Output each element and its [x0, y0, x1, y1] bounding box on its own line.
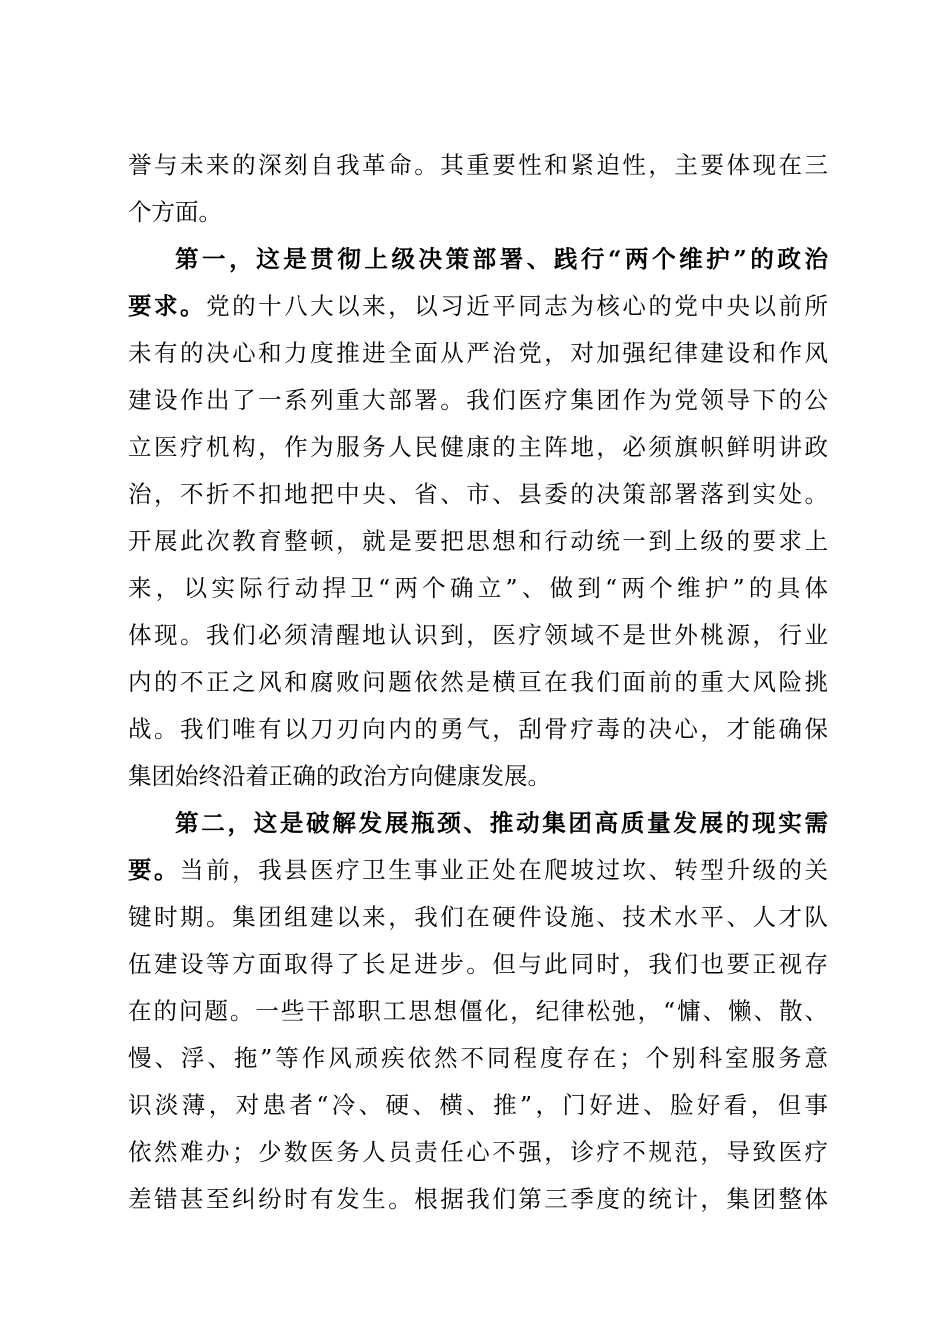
text-line: 差错甚至纠纷时有发生。根据我们第三季度的统计，集团整体 [128, 1185, 828, 1213]
paragraph-second [128, 800, 828, 1223]
text-line: 战。我们唯有以刀刃向内的勇气，刮骨疗毒的决心，才能确保 [128, 715, 828, 743]
text-line: 在的问题。一些干部职工思想僵化，纪律松弛，“慵、懒、散、 [128, 997, 828, 1025]
text-line [128, 283, 828, 330]
paragraph-heading-tail: 要求。 [128, 292, 207, 320]
document-body [128, 142, 828, 1223]
text-line: 内的不正之风和腐败问题依然是横亘在我们面前的重大风险挑 [128, 668, 828, 696]
text-segment: 党的十八大以来，以习近平同志为核心的党中央以前所 [206, 292, 828, 320]
paragraph-intro [128, 142, 828, 236]
paragraph-first [128, 236, 828, 800]
text-line: 治，不折不扣地把中央、省、市、县委的决策部署落到实处。 [128, 480, 828, 508]
text-line: 建设作出了一系列重大部署。我们医疗集团作为党领导下的公 [128, 386, 828, 414]
text-line: 个方面。 [128, 198, 222, 226]
text-segment: 当前，我县医疗卫生事业正处在爬坡过坎、转型升级的关 [180, 856, 828, 884]
paragraph-heading: 第一，这是贯彻上级决策部署、践行“两个维护”的政治 [175, 245, 828, 273]
paragraph-heading: 第二，这是破解发展瓶颈、推动集团高质量发展的现实需 [175, 809, 828, 837]
text-line: 伍建设等方面取得了长足进步。但与此同时，我们也要正视存 [128, 950, 828, 978]
text-line: 开展此次教育整顿，就是要把思想和行动统一到上级的要求上 [128, 527, 828, 555]
text-line: 体现。我们必须清醒地认识到，医疗领域不是世外桃源，行业 [128, 621, 828, 649]
text-line: 依然难办；少数医务人员责任心不强，诊疗不规范，导致医疗 [128, 1138, 828, 1166]
text-line: 键时期。集团组建以来，我们在硬件设施、技术水平、人才队 [128, 903, 828, 931]
text-line: 未有的决心和力度推进全面从严治党，对加强纪律建设和作风 [128, 339, 828, 367]
text-line: 集团始终沿着正确的政治方向健康发展。 [128, 762, 551, 790]
text-line: 来，以实际行动捍卫“两个确立”、做到“两个维护”的具体 [128, 574, 828, 602]
text-line [128, 847, 828, 894]
text-line: 识淡薄，对患者“冷、硬、横、推”，门好进、脸好看，但事 [128, 1091, 828, 1119]
text-line: 慢、浮、拖”等作风顽疾依然不同程度存在；个别科室服务意 [128, 1044, 828, 1072]
paragraph-heading-tail: 要。 [128, 856, 181, 884]
text-line: 誉与未来的深刻自我革命。其重要性和紧迫性，主要体现在三 [128, 151, 828, 179]
text-line: 立医疗机构，作为服务人民健康的主阵地，必须旗帜鲜明讲政 [128, 433, 828, 461]
